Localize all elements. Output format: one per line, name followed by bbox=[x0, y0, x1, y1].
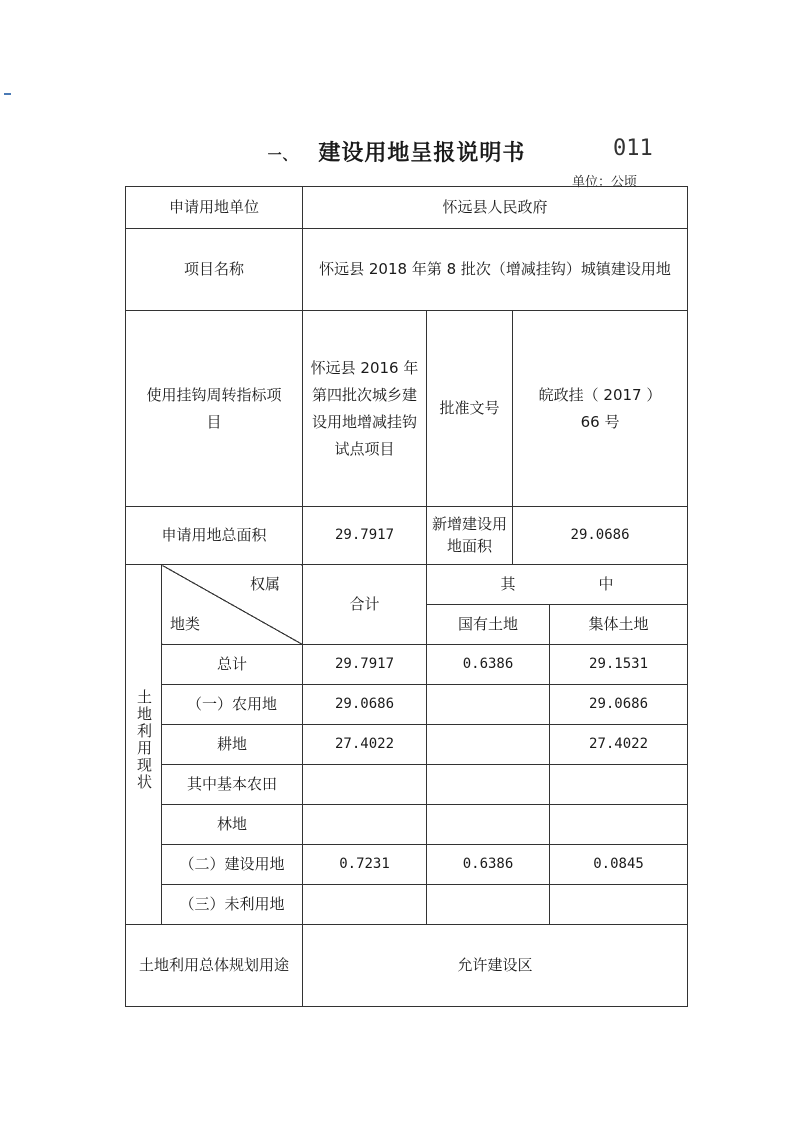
ownership-landtype-header bbox=[162, 565, 303, 645]
quota-project-value: 怀远县 2016 年第四批次城乡建设用地增减挂钩试点项目 bbox=[303, 311, 427, 507]
row-label: 林地 bbox=[162, 805, 303, 845]
total-area-row bbox=[126, 507, 688, 565]
scan-edge-mark bbox=[4, 93, 11, 95]
title-text: 建设用地呈报说明书 bbox=[318, 141, 526, 166]
table-row bbox=[126, 725, 688, 765]
table-row bbox=[126, 765, 688, 805]
row-total bbox=[303, 885, 427, 925]
approval-doc-label: 批准文号 bbox=[427, 311, 513, 507]
table-row bbox=[126, 805, 688, 845]
row-total: 0.7231 bbox=[303, 845, 427, 885]
row-label: （二）建设用地 bbox=[162, 845, 303, 885]
unit-label: 单位：公顷 bbox=[572, 175, 638, 190]
collective-land-header: 集体土地 bbox=[550, 605, 688, 645]
qizhong-char-1: 其 bbox=[500, 575, 516, 593]
row-state bbox=[427, 805, 550, 845]
row-state bbox=[427, 725, 550, 765]
land-status-label bbox=[126, 565, 162, 925]
row-state: 0.6386 bbox=[427, 845, 550, 885]
row-state bbox=[427, 885, 550, 925]
row-label: （一）农用地 bbox=[162, 685, 303, 725]
document-title bbox=[0, 136, 793, 167]
row-label: 其中基本农田 bbox=[162, 765, 303, 805]
applicant-row bbox=[126, 187, 688, 229]
project-name-label: 项目名称 bbox=[126, 229, 303, 311]
title-number: 一、 bbox=[267, 148, 298, 164]
row-collective bbox=[550, 805, 688, 845]
plan-use-label: 土地利用总体规划用途 bbox=[126, 925, 303, 1007]
row-total: 29.7917 bbox=[303, 645, 427, 685]
land-type-label: 地类 bbox=[170, 615, 201, 633]
row-collective: 0.0845 bbox=[550, 845, 688, 885]
row-collective: 29.0686 bbox=[550, 685, 688, 725]
page-number: 011 bbox=[613, 136, 653, 161]
row-collective bbox=[550, 765, 688, 805]
quota-project-label: 使用挂钩周转指标项目 bbox=[126, 311, 303, 507]
row-label: 耕地 bbox=[162, 725, 303, 765]
row-collective bbox=[550, 885, 688, 925]
row-label: 总计 bbox=[162, 645, 303, 685]
approval-doc-value: 皖政挂（ 2017 ）66 号 bbox=[513, 311, 688, 507]
applicant-label: 申请用地单位 bbox=[126, 187, 303, 229]
land-use-form-table bbox=[125, 186, 688, 1007]
state-land-header: 国有土地 bbox=[427, 605, 550, 645]
new-construction-value: 29.0686 bbox=[513, 507, 688, 565]
total-column-header: 合计 bbox=[303, 565, 427, 645]
row-total: 29.0686 bbox=[303, 685, 427, 725]
quota-project-row bbox=[126, 311, 688, 507]
qizhong-header bbox=[427, 565, 688, 605]
table-row bbox=[126, 645, 688, 685]
new-construction-label: 新增建设用地面积 bbox=[427, 507, 513, 565]
row-state bbox=[427, 765, 550, 805]
plan-use-value: 允许建设区 bbox=[303, 925, 688, 1007]
row-state bbox=[427, 685, 550, 725]
table-row bbox=[126, 885, 688, 925]
total-area-value: 29.7917 bbox=[303, 507, 427, 565]
row-total: 27.4022 bbox=[303, 725, 427, 765]
row-collective: 27.4022 bbox=[550, 725, 688, 765]
table-row bbox=[126, 685, 688, 725]
land-status-label-text: 土地利用现状 bbox=[135, 689, 153, 791]
project-name-value: 怀远县 2018 年第 8 批次（增减挂钩）城镇建设用地 bbox=[303, 229, 688, 311]
row-total bbox=[303, 805, 427, 845]
total-area-label: 申请用地总面积 bbox=[126, 507, 303, 565]
row-label: （三）未利用地 bbox=[162, 885, 303, 925]
row-total bbox=[303, 765, 427, 805]
plan-use-row bbox=[126, 925, 688, 1007]
row-collective: 29.1531 bbox=[550, 645, 688, 685]
project-name-row bbox=[126, 229, 688, 311]
row-state: 0.6386 bbox=[427, 645, 550, 685]
land-status-header-row bbox=[126, 565, 688, 605]
applicant-value: 怀远县人民政府 bbox=[303, 187, 688, 229]
table-row bbox=[126, 845, 688, 885]
ownership-label: 权属 bbox=[250, 575, 281, 593]
qizhong-char-2: 中 bbox=[598, 575, 614, 593]
